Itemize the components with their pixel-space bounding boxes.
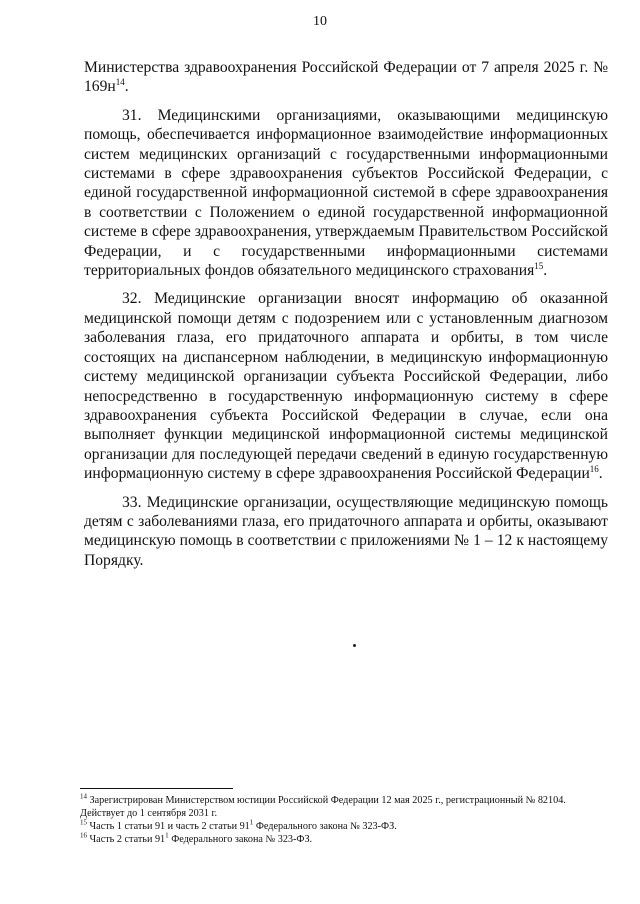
footnote-text: Федерального закона № 323-ФЗ. (255, 821, 397, 832)
footnote-number: 15 (80, 818, 87, 827)
footnote-ref[interactable]: 14 (115, 77, 125, 88)
footnote-16 (80, 833, 608, 846)
scan-dot (353, 644, 356, 647)
footnote-ref[interactable]: 15 (534, 260, 544, 271)
paragraph-31: 31. Медицинскими организациями, оказывающими медицинскую помощь, обеспечивается информационное взаимодействие информационных систем медицинских организаций с государственными информационными системами в сфере здравоохранения субъектов Российской Федерации, с единой государственной информационной системой в сфере здравоохранения в соответствии с Положением о единой государственной информационной системе в сфере здравоохранения, утверждаемым Правительством Российской Федерации, и с государственными информационными системами территориальных фондов обязательного медицинского страхования$^{15}$. (84, 106, 608, 280)
footnote-text: Зарегистрирован Министерством юстиции Российской Федерации 12 мая 2025 г., регистрационный № 82104. Действует до 1 сентября 2031 г. (80, 795, 566, 819)
paragraph-continuation: Министерства здравоохранения Российской Федерации от 7 апреля 2025 г. № $169н^{14}$. (84, 59, 608, 96)
footnote-text: Часть 1 статьи 91 и часть 2 статьи 91 (89, 821, 250, 832)
paragraph-text: 33. Медицинские организации, осуществляющие медицинскую помощь детям с заболеваниями глаза, его придаточного аппарата и орбиты, оказывают медицинскую помощь в соответствии с приложениями № 1 – 12 к настоящему Порядку. (84, 493, 608, 569)
footnotes (80, 794, 608, 846)
superscript: 1 (249, 818, 254, 827)
footnote-separator (80, 788, 233, 789)
document-body (84, 58, 608, 579)
footnote-ref[interactable]: 16 (589, 463, 599, 474)
footnote-15 (80, 820, 608, 833)
paragraph-text: 31. Медицинскими организациями, оказывающими медицинскую помощь, обеспечивается информационное взаимодействие информационных систем медицинских организаций с государственными информационными системами в сфере здравоохранения субъектов Российской Федерации, с единой государственной информационной системой в сфере здравоохранения в соответствии с Положением о единой государственной информационной системе в сфере здравоохранения, утверждаемым Правительством Российской Федерации, и с государственными информационными системами территориальных фондов обязательного медицинского страхования (84, 106, 608, 280)
footnote-text: Часть 2 статьи 91 (89, 834, 166, 845)
footnote-number: 16 (80, 831, 87, 840)
footnote-14 (80, 794, 608, 820)
paragraph-text: Министерства здравоохранения Российской Федерации от 7 апреля 2025 г. № 169н (84, 59, 608, 96)
paragraph-text: 32. Медицинские организации вносят информацию об оказанной медицинской помощи детям с подозрением или с установленным диагнозом заболевания глаза, его придаточного аппарата и орбиты, в том числе состоящих на диспансерном наблюдении, в медицинскую информационную систему медицинской организации субъекта Российской Федерации, либо непосредственно в государственную информационную систему в сфере здравоохранения субъекта Российской Федерации в случае, если она выполняет функции медицинской информационной системы медицинской организации для последующей передачи сведений в единую государственную информационную систему в сфере здравоохранения Российской Федерации (84, 290, 608, 483)
paragraph-32: 32. Медицинские организации вносят информацию об оказанной медицинской помощи детям с подозрением или с установленным диагнозом заболевания глаза, его придаточного аппарата и орбиты, в том числе состоящих на диспансерном наблюдении, в медицинскую информационную систему медицинской организации субъекта Российской Федерации, либо непосредственно в государственную информационную систему в сфере здравоохранения субъекта Российской Федерации в случае, если она выполняет функции медицинской информационной системы медицинской организации для последующей передачи сведений в единую государственную информационную систему в сфере здравоохранения Российской Федерации$^{16}$. (84, 290, 608, 483)
paragraph-33 (84, 493, 608, 571)
page-number: 10 (313, 14, 327, 29)
superscript: 1 (165, 831, 169, 840)
footnote-number: 14 (80, 792, 87, 801)
footnote-text: Федерального закона № 323-ФЗ. (171, 834, 313, 845)
